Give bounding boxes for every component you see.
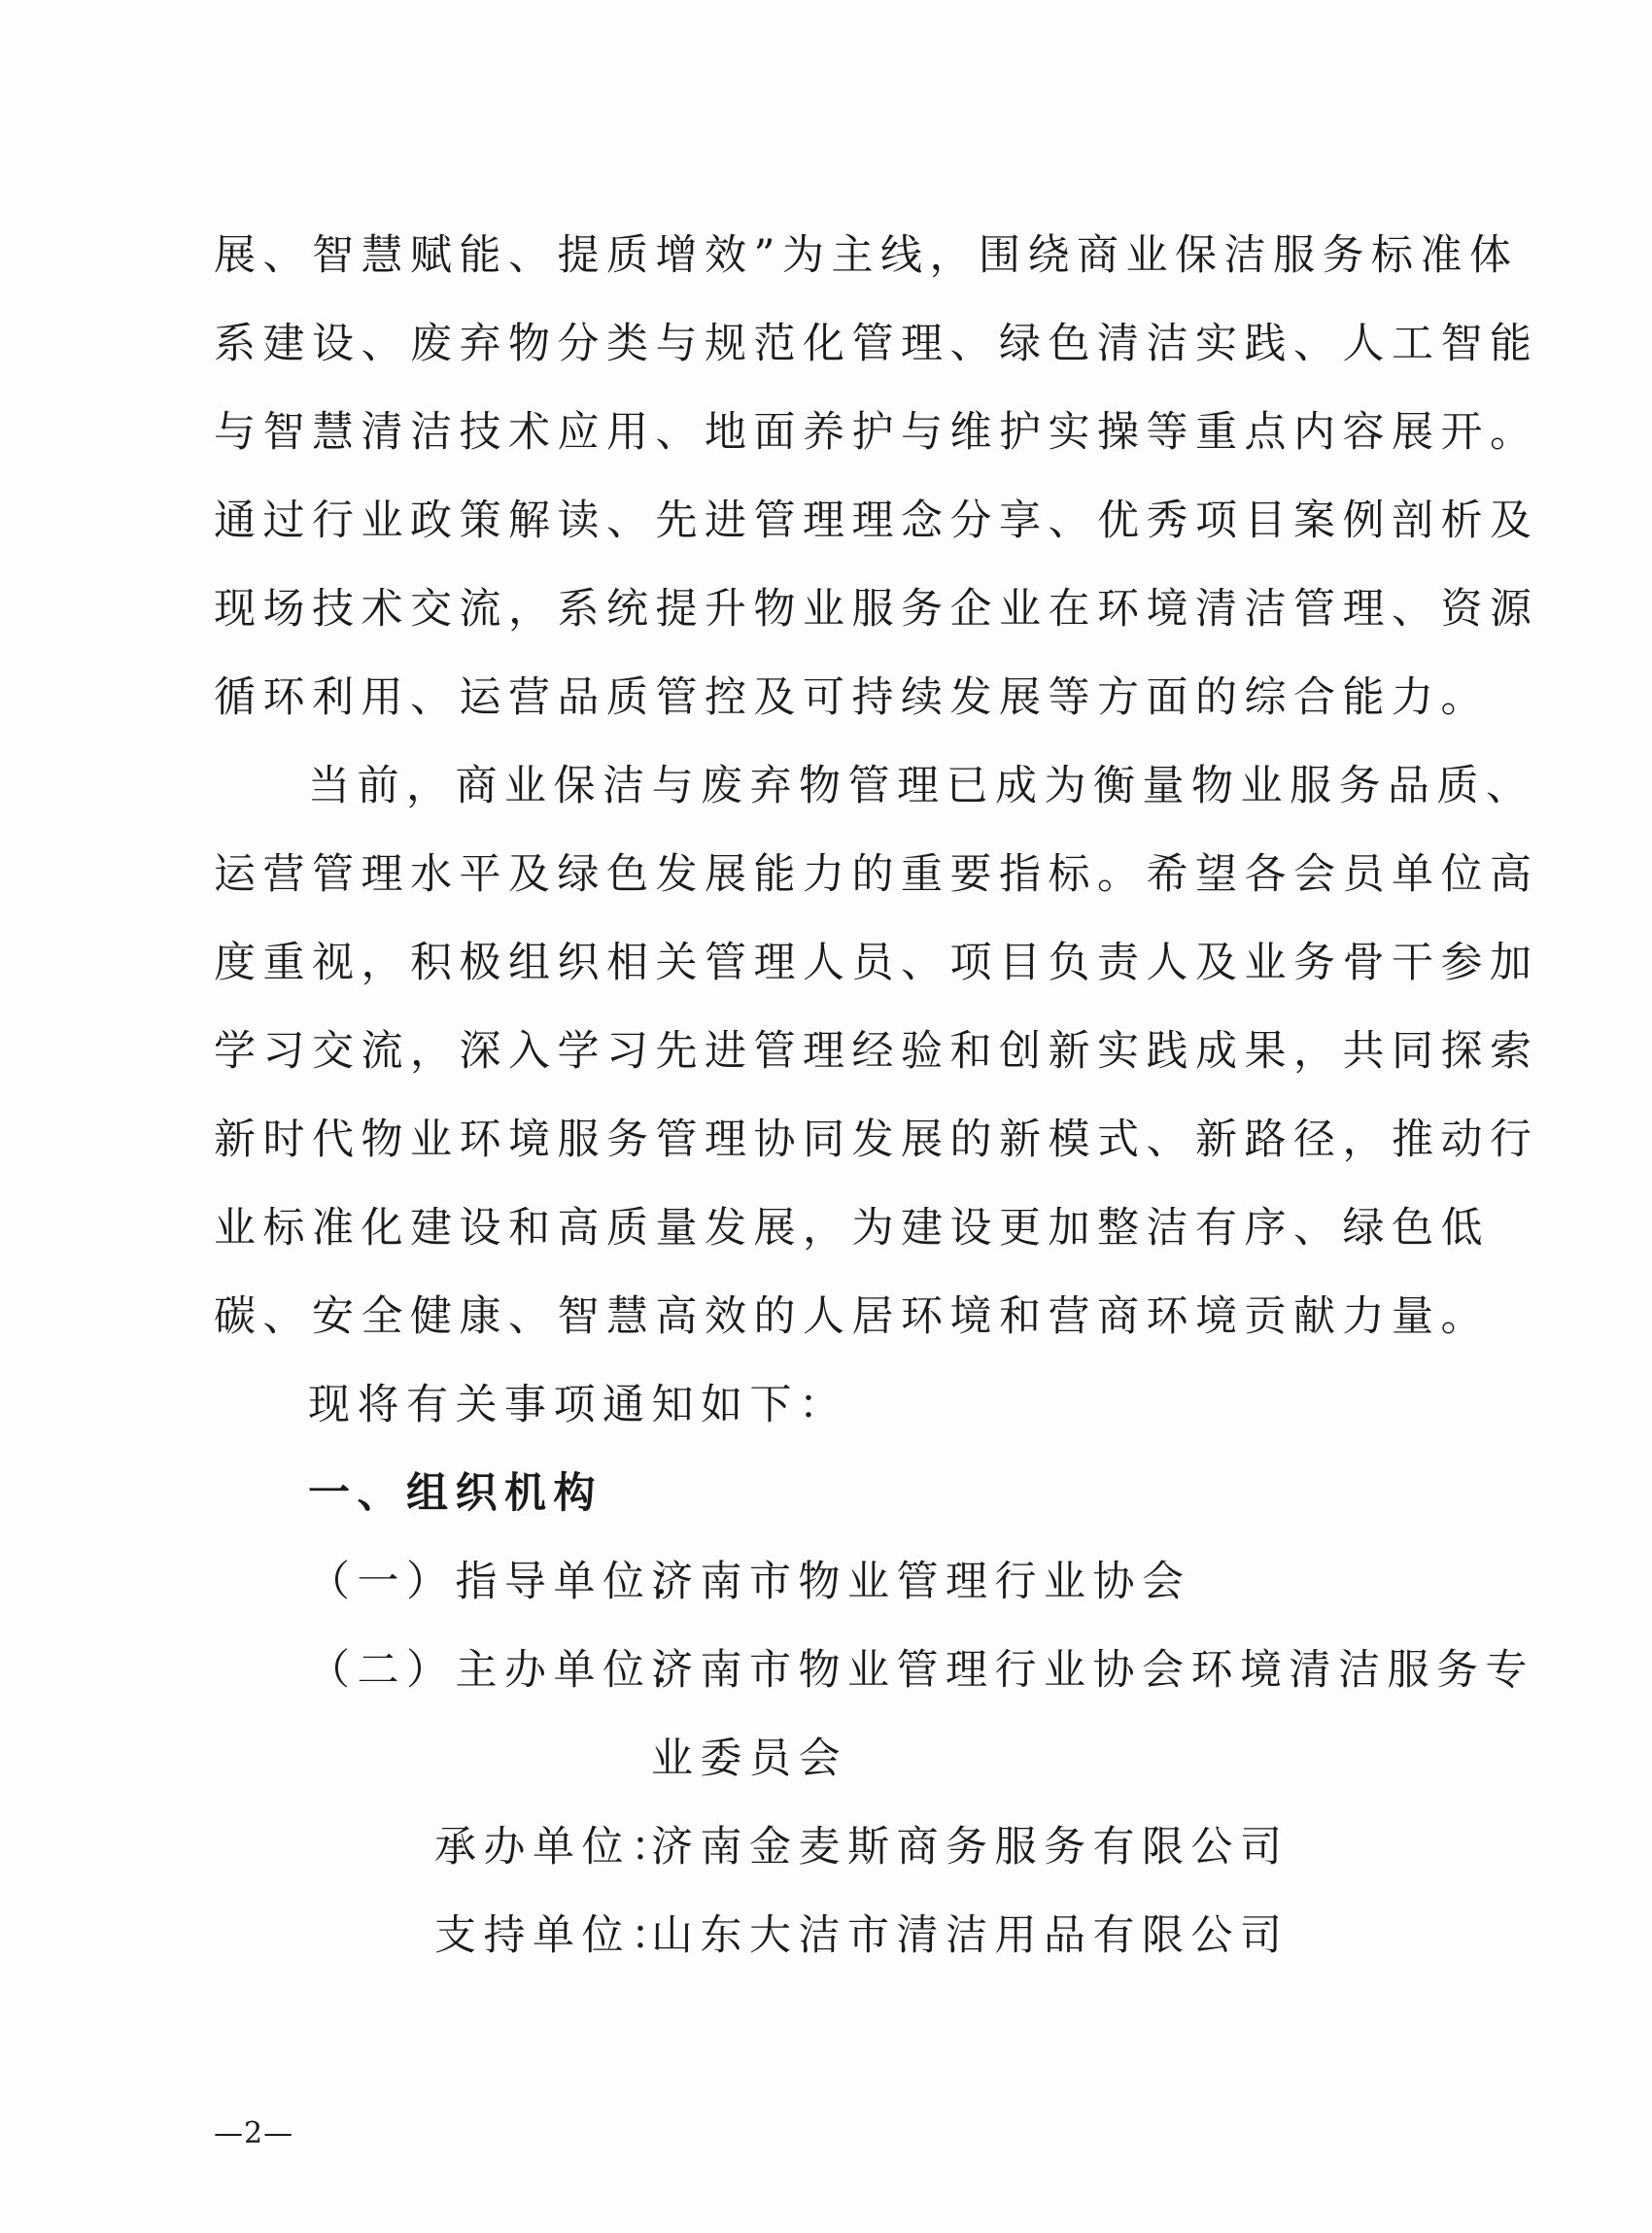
text-line: 展、智慧赋能、提质增效”为主线，围绕商业保洁服务标准体	[214, 231, 1519, 280]
host-unit-row	[214, 1627, 1534, 1715]
guide-unit-label: （一）指导单位：	[308, 1558, 701, 1606]
paragraph-1	[214, 212, 1539, 742]
page-number: —2—	[214, 2116, 294, 2150]
organizer-unit-label: 承办单位：	[434, 1823, 680, 1872]
organization-list	[214, 1538, 1534, 1980]
organizer-unit-value: 济南金麦斯商务服务有限公司	[651, 1823, 1290, 1872]
host-unit-label: （二）主办单位：	[308, 1646, 701, 1695]
support-unit-label: 支持单位：	[434, 1911, 680, 1960]
text-line: 运营管理水平及绿色发展能力的重要指标。希望各会员单位高	[214, 850, 1539, 899]
text-line: 现场技术交流，系统提升物业服务企业在环境清洁管理、资源	[214, 585, 1539, 634]
organizer-unit-row	[214, 1804, 1419, 1892]
guide-unit-row	[214, 1538, 1419, 1627]
text-line: 度重视，积极组织相关管理人员、项目负责人及业务骨干参加	[214, 939, 1539, 987]
text-line: 通过行业政策解读、先进管理理念分享、优秀项目案例剖析及	[214, 497, 1539, 545]
support-unit-row	[214, 1892, 1419, 1980]
document-body	[214, 212, 1539, 1980]
text-line: 碳、安全健康、智慧高效的人居环境和营商环境贡献力量。	[214, 1292, 1490, 1341]
text-line: 与智慧清洁技术应用、地面养护与维护实操等重点内容展开。	[214, 408, 1539, 457]
paragraph-2	[214, 742, 1539, 1361]
text-line: 当前，商业保洁与废弃物管理已成为衡量物业服务品质、	[308, 762, 1535, 810]
text-line: 业标准化建设和高质量发展，为建设更加整洁有序、绿色低	[214, 1204, 1490, 1253]
text-line: 学习交流，深入学习先进管理经验和创新实践成果，共同探索	[214, 1027, 1539, 1076]
support-unit-value: 山东大洁市清洁用品有限公司	[651, 1911, 1290, 1960]
host-unit-value-continued: 业委员会	[651, 1735, 847, 1783]
host-unit-value: 济南市物业管理行业协会环境清洁服务专	[651, 1646, 1534, 1695]
guide-unit-value: 济南市物业管理行业协会	[651, 1558, 1191, 1606]
notice-intro: 现将有关事项通知如下：	[308, 1381, 848, 1429]
section-heading: 一、组织机构	[308, 1469, 602, 1518]
text-line: 循环利用、运营品质管控及可持续发展等方面的综合能力。	[214, 673, 1490, 722]
text-line: 新时代物业环境服务管理协同发展的新模式、新路径，推动行	[214, 1116, 1539, 1164]
text-line: 系建设、废弃物分类与规范化管理、绿色清洁实践、人工智能	[214, 320, 1539, 368]
